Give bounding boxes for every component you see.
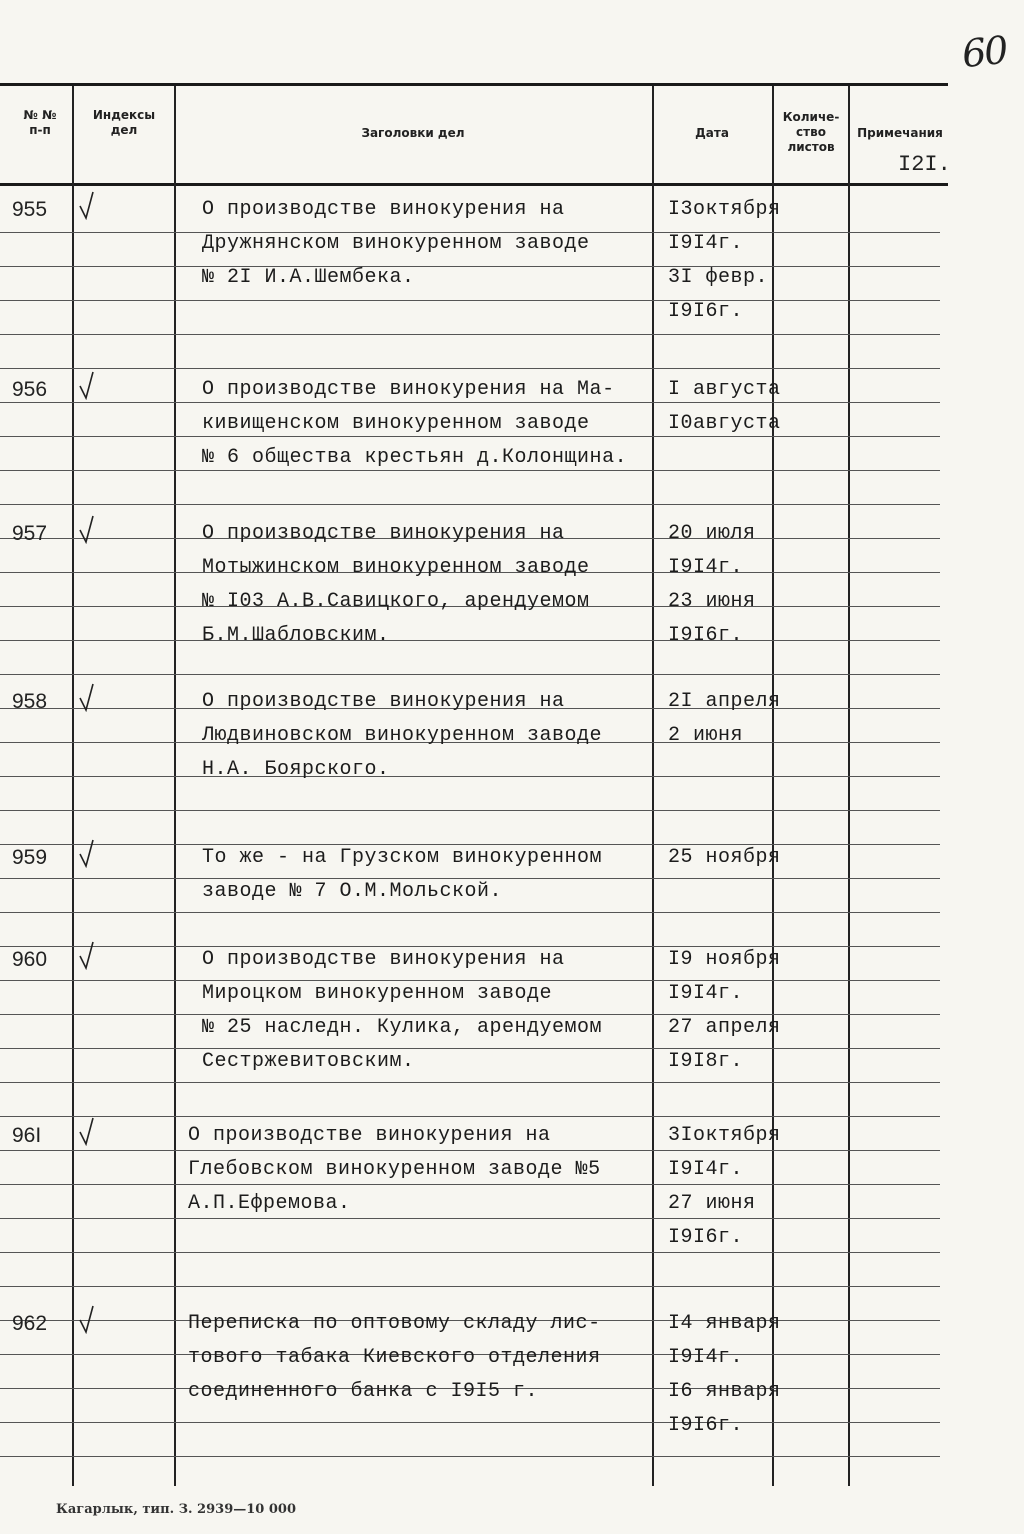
- entry-date-line: I9I6г.: [668, 1226, 744, 1249]
- entry-date-line: I9I4г.: [668, 556, 744, 579]
- row-rule: [0, 844, 940, 845]
- entry-date-line: I9I4г.: [668, 1158, 744, 1181]
- row-rule: [0, 1456, 940, 1457]
- entry-number: 959: [12, 846, 48, 869]
- row-rule: [0, 1252, 940, 1253]
- check-mark-icon: [78, 370, 96, 400]
- entry-title-line: О производстве винокурения на: [202, 522, 565, 545]
- row-rule: [0, 640, 940, 641]
- row-rule: [0, 776, 940, 777]
- page-number: 60: [959, 27, 1009, 77]
- entry-date-line: I августа: [668, 378, 781, 401]
- row-rule: [0, 436, 940, 437]
- top-rule: [0, 83, 948, 86]
- entry-title-line: Н.А. Боярского.: [202, 758, 390, 781]
- row-rule: [0, 878, 940, 879]
- entry-date-line: I4 января: [668, 1312, 781, 1335]
- entry-date-line: 20 июля: [668, 522, 756, 545]
- entry-title-line: О производстве винокурения на Ма-: [202, 378, 615, 401]
- entry-title-line: № I03 А.В.Савицкого, арендуемом: [202, 590, 590, 613]
- entry-date-line: I0августа: [668, 412, 781, 435]
- entry-title-line: соединенного банка с I9I5 г.: [188, 1380, 539, 1403]
- entry-date-line: I9I4г.: [668, 1346, 744, 1369]
- entry-number: 957: [12, 522, 48, 545]
- row-rule: [0, 1184, 940, 1185]
- entry-title-line: О производстве винокурения на: [202, 198, 565, 221]
- entry-title-line: Мироцком винокуренном заводе: [202, 982, 553, 1005]
- entry-title-line: Дружнянском винокуренном заводе: [202, 232, 590, 255]
- entry-title-line: То же - на Грузском винокуренном: [202, 846, 603, 869]
- entry-date-line: 3I февр.: [668, 266, 769, 289]
- header-date: Дата: [695, 126, 729, 140]
- archive-stamp: I2I.: [898, 152, 951, 177]
- entry-title-line: А.П.Ефремова.: [188, 1192, 351, 1215]
- entry-title-line: № 25 наследн. Кулика, арендуемом: [202, 1016, 603, 1039]
- row-rule: [0, 1422, 940, 1423]
- entry-number: 955: [12, 198, 48, 221]
- entry-date-line: I3октября: [668, 198, 781, 221]
- row-rule: [0, 912, 940, 913]
- entry-date-line: 3Iоктября: [668, 1124, 781, 1147]
- entry-title-line: Б.М.Шабловским.: [202, 624, 390, 647]
- check-mark-icon: [78, 940, 96, 970]
- entry-date-line: I9 ноября: [668, 948, 781, 971]
- check-mark-icon: [78, 682, 96, 712]
- row-rule: [0, 1048, 940, 1049]
- entry-date-line: I9I4г.: [668, 232, 744, 255]
- entry-date-line: 2I апреля: [668, 690, 781, 713]
- row-rule: [0, 1116, 940, 1117]
- check-mark-icon: [78, 190, 96, 220]
- header-sheets: Количе- ство листов: [782, 110, 840, 154]
- entry-number: 956: [12, 378, 48, 401]
- row-rule: [0, 334, 940, 335]
- header-number: № № п-п: [23, 108, 57, 137]
- entry-number: 958: [12, 690, 48, 713]
- entry-title-line: Людвиновском винокуренном заводе: [202, 724, 603, 747]
- row-rule: [0, 1150, 940, 1151]
- entry-title-line: № 6 общества крестьян д.Колонщина.: [202, 446, 628, 469]
- entry-date-line: I9I6г.: [668, 300, 744, 323]
- row-rule: [0, 674, 940, 675]
- row-rule: [0, 368, 940, 369]
- row-rule: [0, 1082, 940, 1083]
- entry-date-line: 2 июня: [668, 724, 744, 747]
- row-rule: [0, 980, 940, 981]
- entry-title-line: кивищенском винокуренном заводе: [202, 412, 590, 435]
- entry-title-line: Переписка по оптовому складу лис-: [188, 1312, 601, 1335]
- row-rule: [0, 300, 940, 301]
- row-rule: [0, 1218, 940, 1219]
- row-rule: [0, 946, 940, 947]
- check-mark-icon: [78, 838, 96, 868]
- entry-title-line: О производстве винокурения на: [202, 690, 565, 713]
- entry-date-line: I9I8г.: [668, 1050, 744, 1073]
- entry-number: 960: [12, 948, 48, 971]
- entry-date-line: I6 января: [668, 1380, 781, 1403]
- entry-date-line: I9I4г.: [668, 982, 744, 1005]
- entry-title-line: Глебовском винокуренном заводе №5: [188, 1158, 601, 1181]
- entry-date-line: 23 июня: [668, 590, 756, 613]
- entry-title-line: № 2I И.А.Шембека.: [202, 266, 415, 289]
- entry-date-line: I9I6г.: [668, 624, 744, 647]
- row-rule: [0, 470, 940, 471]
- entry-title-line: Сестржевитовским.: [202, 1050, 415, 1073]
- printer-footer: Кагарлык, тип. З. 2939—10 000: [56, 1502, 296, 1517]
- header-rule: [0, 183, 948, 186]
- entry-title-line: тового табака Киевского отделения: [188, 1346, 601, 1369]
- entry-date-line: 27 апреля: [668, 1016, 781, 1039]
- row-rule: [0, 402, 940, 403]
- entry-number: 962: [12, 1312, 48, 1335]
- entry-date-line: 27 июня: [668, 1192, 756, 1215]
- column-divider: [72, 86, 74, 1486]
- check-mark-icon: [78, 514, 96, 544]
- column-divider: [652, 86, 654, 1486]
- entry-title-line: О производстве винокурения на: [202, 948, 565, 971]
- entry-title-line: Мотыжинском винокуренном заводе: [202, 556, 590, 579]
- column-divider: [772, 86, 774, 1486]
- header-notes: Примечания: [857, 126, 943, 140]
- entry-date-line: 25 ноября: [668, 846, 781, 869]
- header-title: Заголовки дел: [361, 126, 465, 140]
- column-divider: [174, 86, 176, 1486]
- row-rule: [0, 1286, 940, 1287]
- row-rule: [0, 810, 940, 811]
- column-divider: [848, 86, 850, 1486]
- entry-title-line: О производстве винокурения на: [188, 1124, 551, 1147]
- entry-title-line: заводе № 7 О.М.Мольской.: [202, 880, 503, 903]
- entry-date-line: I9I6г.: [668, 1414, 744, 1437]
- check-mark-icon: [78, 1116, 96, 1146]
- row-rule: [0, 266, 940, 267]
- check-mark-icon: [78, 1304, 96, 1334]
- entry-number: 96I: [12, 1124, 42, 1147]
- header-index: Индексы дел: [92, 108, 156, 137]
- row-rule: [0, 1014, 940, 1015]
- row-rule: [0, 504, 940, 505]
